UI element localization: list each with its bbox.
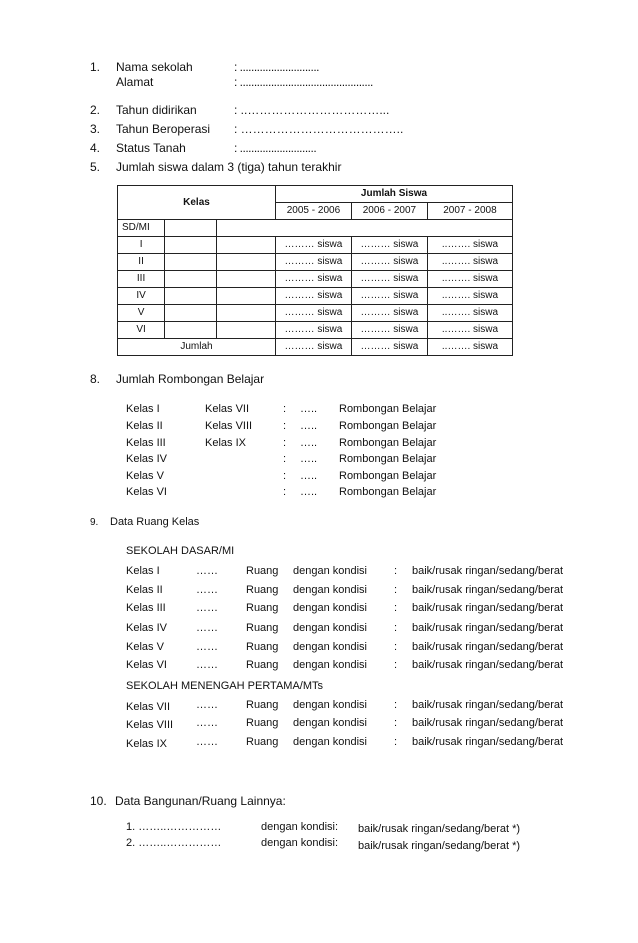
siswa-cell[interactable]: ..……. siswa	[427, 271, 512, 288]
ruang-blank[interactable]: ……	[196, 641, 218, 653]
kelas-cell: IV	[118, 288, 165, 305]
table-row	[118, 271, 513, 288]
item-number: 2.	[90, 103, 101, 117]
siswa-cell[interactable]: ……… siswa	[351, 254, 427, 271]
item-number: 5.	[90, 160, 101, 174]
ruang-text: Ruang	[246, 641, 279, 653]
kondisi-text: dengan kondisi	[293, 717, 368, 729]
kelas-label: Kelas III	[126, 437, 166, 449]
rombel-blank[interactable]: …..	[300, 420, 318, 432]
kelas-label: Kelas III	[126, 602, 166, 614]
ruang-kelas-title: Data Ruang Kelas	[110, 516, 200, 528]
year-header: 2005 - 2006	[275, 203, 351, 220]
kelas-label: Kelas VIII	[205, 420, 253, 432]
kelas-label: Kelas VII	[126, 701, 171, 713]
kondisi-options[interactable]: baik/rusak ringan/sedang/berat	[412, 699, 564, 711]
table-row	[118, 288, 513, 305]
kelas-cell: V	[118, 305, 165, 322]
kelas-label: Kelas I	[126, 565, 160, 577]
kelas-cell: II	[118, 254, 165, 271]
founded-year-blank[interactable]: : ..……………………………...	[234, 103, 390, 117]
kondisi-options[interactable]: baik/rusak ringan/sedang/berat	[412, 602, 564, 614]
siswa-total-cell[interactable]: ..……. siswa	[427, 339, 512, 356]
colon: :	[283, 403, 287, 415]
operating-year-blank[interactable]: : …………………………………..	[234, 122, 404, 136]
kondisi-options[interactable]: baik/rusak ringan/sedang/berat	[412, 622, 564, 634]
kondisi-text: dengan kondisi	[293, 736, 368, 748]
ruang-text: Ruang	[246, 736, 279, 748]
kondisi-text: dengan kondisi	[293, 659, 368, 671]
siswa-cell[interactable]: ..……. siswa	[427, 237, 512, 254]
kondisi-options[interactable]: baik/rusak ringan/sedang/berat	[412, 736, 564, 748]
kondisi-options[interactable]: baik/rusak ringan/sedang/berat	[412, 659, 564, 671]
ruang-text: Ruang	[246, 659, 279, 671]
table-header-row	[118, 186, 513, 203]
smp-heading: SEKOLAH MENENGAH PERTAMA/MTs	[126, 680, 324, 692]
colon: :	[394, 659, 398, 671]
kondisi-text: dengan kondisi	[293, 584, 368, 596]
ruang-blank[interactable]: ……	[196, 717, 218, 729]
table-row	[118, 254, 513, 271]
item-number: 10.	[90, 794, 107, 808]
rombel-text: Rombongan Belajar	[339, 420, 437, 432]
ruang-blank[interactable]: ……	[196, 565, 218, 577]
rombel-blank[interactable]: …..	[300, 470, 318, 482]
bangunan-blank[interactable]: 1. ……..……………	[126, 821, 222, 833]
siswa-cell[interactable]: ……… siswa	[275, 288, 351, 305]
kelas-cell: VI	[118, 322, 165, 339]
student-count-label: Jumlah siswa dalam 3 (tiga) tahun terakhir	[116, 160, 342, 174]
siswa-cell[interactable]: ……… siswa	[275, 305, 351, 322]
ruang-blank[interactable]: ……	[196, 602, 218, 614]
rombel-text: Rombongan Belajar	[339, 403, 437, 415]
kelas-label: Kelas VIII	[126, 719, 174, 731]
item-number: 8.	[90, 372, 101, 386]
kondisi-text: dengan kondisi	[293, 602, 368, 614]
ruang-text: Ruang	[246, 602, 279, 614]
rombel-text: Rombongan Belajar	[339, 437, 437, 449]
table-total-row	[118, 339, 513, 356]
siswa-cell[interactable]: ……… siswa	[351, 271, 427, 288]
siswa-cell[interactable]: ……… siswa	[275, 254, 351, 271]
bangunan-blank[interactable]: 2. ……..……………	[126, 837, 222, 849]
school-name-label: Nama sekolah	[116, 60, 193, 74]
year-header: 2006 - 2007	[351, 203, 427, 220]
founded-year-label: Tahun didirikan	[116, 103, 197, 117]
siswa-cell[interactable]: ……… siswa	[275, 237, 351, 254]
kondisi-options[interactable]: baik/rusak ringan/sedang/berat *)	[358, 823, 521, 835]
kondisi-options[interactable]: baik/rusak ringan/sedang/berat *)	[358, 840, 521, 852]
land-status-blank[interactable]: : ...........................	[234, 141, 317, 155]
address-blank[interactable]: : ...............................................	[234, 75, 373, 89]
colon: :	[394, 736, 398, 748]
rombel-blank[interactable]: …..	[300, 437, 318, 449]
ruang-blank[interactable]: ……	[196, 699, 218, 711]
ruang-text: Ruang	[246, 699, 279, 711]
kondisi-options[interactable]: baik/rusak ringan/sedang/berat	[412, 641, 564, 653]
colon: :	[394, 622, 398, 634]
kondisi-text: dengan kondisi	[293, 699, 368, 711]
table-row	[118, 237, 513, 254]
table-group-row	[118, 220, 513, 237]
item-number: 4.	[90, 141, 101, 155]
colon: :	[394, 602, 398, 614]
group-label: SD/MI	[118, 220, 165, 237]
siswa-cell[interactable]: ……… siswa	[351, 288, 427, 305]
siswa-total-cell[interactable]: ……… siswa	[351, 339, 427, 356]
table-row	[118, 322, 513, 339]
siswa-cell[interactable]: ..……. siswa	[427, 322, 512, 339]
kelas-label: Kelas IX	[205, 437, 246, 449]
kondisi-text: dengan kondisi	[293, 641, 368, 653]
ruang-blank[interactable]: ……	[196, 659, 218, 671]
siswa-cell[interactable]: ……… siswa	[351, 322, 427, 339]
item-number: 1.	[90, 60, 101, 74]
rombel-text: Rombongan Belajar	[339, 453, 437, 465]
ruang-text: Ruang	[246, 565, 279, 577]
kelas-label: Kelas II	[126, 584, 163, 596]
colon: :	[283, 453, 287, 465]
kelas-label: Kelas IV	[126, 453, 167, 465]
rombel-blank[interactable]: …..	[300, 486, 318, 498]
siswa-cell[interactable]: ..……. siswa	[427, 288, 512, 305]
siswa-cell[interactable]: ……… siswa	[351, 305, 427, 322]
colon: :	[394, 641, 398, 653]
kelas-label: Kelas II	[126, 420, 163, 432]
ruang-blank[interactable]: ……	[196, 584, 218, 596]
student-count-table	[117, 185, 513, 356]
land-status-label: Status Tanah	[116, 141, 186, 155]
kelas-label: Kelas IX	[126, 738, 167, 750]
kondisi-options[interactable]: baik/rusak ringan/sedang/berat	[412, 584, 564, 596]
kondisi-options[interactable]: baik/rusak ringan/sedang/berat	[412, 717, 564, 729]
kelas-cell: III	[118, 271, 165, 288]
kelas-label: Kelas VII	[205, 403, 250, 415]
rombel-text: Rombongan Belajar	[339, 470, 437, 482]
kondisi-text: dengan kondisi	[293, 622, 368, 634]
item-number: 9.	[90, 517, 99, 528]
school-name-blank[interactable]: : ............................	[234, 60, 320, 74]
ruang-text: Ruang	[246, 717, 279, 729]
kondisi-options[interactable]: baik/rusak ringan/sedang/berat	[412, 565, 564, 577]
ruang-blank[interactable]: ……	[196, 736, 218, 748]
operating-year-label: Tahun Beroperasi	[116, 122, 211, 136]
kelas-label: Kelas IV	[126, 622, 167, 634]
kelas-label: Kelas V	[126, 641, 164, 653]
colon: :	[394, 717, 398, 729]
colon: :	[283, 437, 287, 449]
kelas-label: Kelas I	[126, 403, 160, 415]
bangunan-title: Data Bangunan/Ruang Lainnya:	[115, 794, 286, 808]
sd-heading: SEKOLAH DASAR/MI	[126, 545, 235, 557]
siswa-cell[interactable]: ..……. siswa	[427, 254, 512, 271]
siswa-cell[interactable]: ……… siswa	[275, 271, 351, 288]
kondisi-text: dengan kondisi	[293, 565, 368, 577]
siswa-cell[interactable]: ..……. siswa	[427, 305, 512, 322]
rombel-blank[interactable]: …..	[300, 403, 318, 415]
year-header: 2007 - 2008	[427, 203, 512, 220]
item-number: 3.	[90, 122, 101, 136]
colon: :	[394, 565, 398, 577]
kelas-label: Kelas VI	[126, 659, 167, 671]
ruang-text: Ruang	[246, 622, 279, 634]
siswa-total-cell[interactable]: ……… siswa	[275, 339, 351, 356]
colon: :	[394, 584, 398, 596]
kelas-label: Kelas VI	[126, 486, 167, 498]
siswa-cell[interactable]: ……… siswa	[351, 237, 427, 254]
rombel-title: Jumlah Rombongan Belajar	[116, 372, 265, 386]
colon: :	[283, 470, 287, 482]
ruang-blank[interactable]: ……	[196, 622, 218, 634]
kelas-header: Kelas	[118, 186, 276, 220]
colon: :	[394, 699, 398, 711]
colon: :	[283, 420, 287, 432]
kelas-label: Kelas V	[126, 470, 164, 482]
kondisi-text: dengan kondisi:	[261, 837, 339, 849]
table-row	[118, 305, 513, 322]
siswa-cell[interactable]: ……… siswa	[275, 322, 351, 339]
address-label: Alamat	[116, 75, 154, 89]
colon: :	[283, 486, 287, 498]
ruang-text: Ruang	[246, 584, 279, 596]
jumlah-siswa-header: Jumlah Siswa	[275, 186, 512, 203]
rombel-text: Rombongan Belajar	[339, 486, 437, 498]
kelas-cell: I	[118, 237, 165, 254]
kondisi-text: dengan kondisi:	[261, 821, 339, 833]
total-label: Jumlah	[118, 339, 276, 356]
rombel-blank[interactable]: …..	[300, 453, 318, 465]
